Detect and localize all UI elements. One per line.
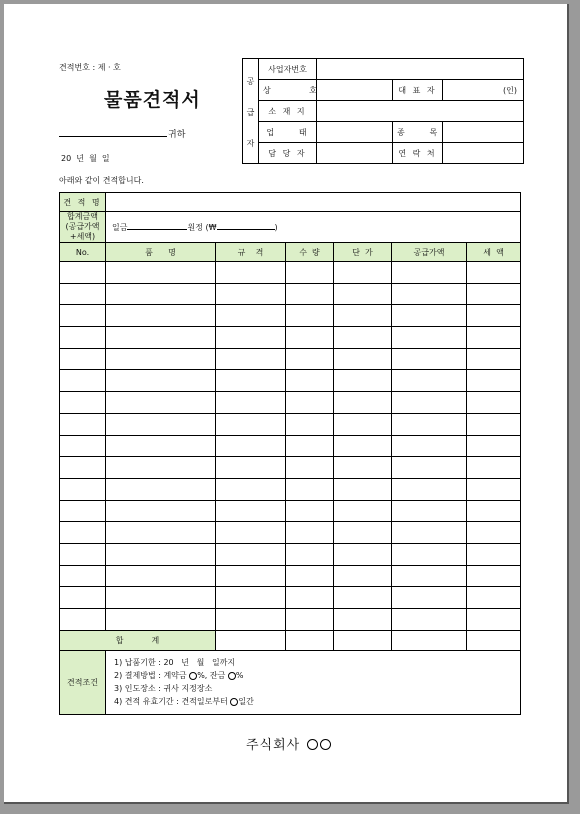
table-cell[interactable] [106,609,216,631]
contact-label: 연 락 처 [393,143,443,164]
table-cell[interactable] [60,327,106,349]
total-amount-field[interactable]: 일금 원정 (₩ ) [106,212,521,243]
table-cell[interactable] [392,392,467,414]
table-cell[interactable] [60,500,106,522]
table-cell[interactable] [392,457,467,479]
table-cell[interactable] [467,262,521,284]
table-cell[interactable] [467,609,521,631]
table-cell[interactable] [60,262,106,284]
business-type-field[interactable] [317,122,393,143]
table-cell[interactable] [467,348,521,370]
document-title: 물품견적서 [104,89,201,111]
table-cell[interactable] [392,305,467,327]
table-cell[interactable] [106,283,216,305]
table-cell[interactable] [334,327,392,349]
table-cell[interactable] [106,392,216,414]
condition-payment: 2) 결제방법 : 계약금 %, 잔금 % [114,671,244,681]
supplier-table [242,58,524,164]
blank-circle-icon [320,739,331,750]
table-cell[interactable] [106,348,216,370]
table-cell[interactable] [216,348,286,370]
conditions-body [106,650,521,714]
table-cell[interactable] [392,609,467,631]
table-cell[interactable] [216,327,286,349]
table-cell[interactable] [286,305,334,327]
total-amount-label: 합계금액 (공급가액+세액) [60,212,106,243]
table-cell[interactable] [467,522,521,544]
condition-delivery: 1) 납품기한 : 20 년 월 일까지 [114,658,236,668]
blank-circle-icon [228,672,236,680]
table-cell[interactable] [106,478,216,500]
table-cell[interactable] [286,435,334,457]
table-cell[interactable] [60,478,106,500]
table-cell[interactable] [60,609,106,631]
table-cell[interactable] [392,413,467,435]
table-cell[interactable] [60,305,106,327]
table-cell[interactable] [286,543,334,565]
table-cell[interactable] [106,565,216,587]
estimate-name-field[interactable] [106,193,521,212]
col-spec: 규 격 [216,243,286,262]
col-item: 품 명 [106,243,216,262]
table-cell[interactable] [106,543,216,565]
table-cell[interactable] [334,305,392,327]
table-cell[interactable] [392,587,467,609]
table-cell[interactable] [467,565,521,587]
table-cell[interactable] [286,348,334,370]
table-cell[interactable] [60,348,106,370]
date-line: 20 년 월 일 [61,154,110,163]
table-cell[interactable] [334,522,392,544]
table-cell[interactable] [467,543,521,565]
table-cell[interactable] [106,457,216,479]
table-cell[interactable] [467,305,521,327]
table-cell[interactable] [286,392,334,414]
manager-label: 담 당 자 [259,143,317,164]
table-row [60,327,521,349]
intro-text: 아래와 같이 견적합니다. [59,176,144,185]
recipient-suffix: 귀하 [168,130,186,140]
supplier-side-label: 공 급 자 [243,59,259,164]
table-cell[interactable] [467,392,521,414]
table-cell[interactable] [392,435,467,457]
table-row [60,543,521,565]
table-cell[interactable] [392,348,467,370]
document-page [4,4,569,804]
table-cell[interactable] [334,565,392,587]
table-cell[interactable] [467,587,521,609]
table-cell[interactable] [467,435,521,457]
table-cell[interactable] [286,370,334,392]
table-cell[interactable] [334,262,392,284]
table-cell[interactable] [286,283,334,305]
table-cell[interactable] [334,543,392,565]
table-cell[interactable] [392,262,467,284]
sum-cell[interactable] [286,630,334,650]
table-cell[interactable] [106,262,216,284]
table-cell[interactable] [286,262,334,284]
company-field[interactable] [317,80,393,101]
table-cell[interactable] [286,413,334,435]
col-qty: 수 량 [286,243,334,262]
table-row [60,392,521,414]
sum-cell[interactable] [334,630,392,650]
table-cell[interactable] [334,457,392,479]
table-cell[interactable] [392,522,467,544]
table-cell[interactable] [392,283,467,305]
table-cell[interactable] [60,565,106,587]
table-cell[interactable] [334,413,392,435]
table-cell[interactable] [216,478,286,500]
table-row [60,413,521,435]
table-row [60,435,521,457]
business-no-field[interactable] [317,59,524,80]
table-header-row [60,243,521,262]
table-cell[interactable] [106,587,216,609]
table-cell[interactable] [286,522,334,544]
table-cell[interactable] [286,478,334,500]
condition-place: 3) 인도장소 : 귀사 지정장소 [114,684,213,694]
contact-field[interactable] [443,143,524,164]
table-cell[interactable] [334,348,392,370]
table-cell[interactable] [286,327,334,349]
table-cell[interactable] [216,305,286,327]
table-row [60,262,521,284]
table-cell[interactable] [106,305,216,327]
recipient-line [59,136,167,137]
table-cell[interactable] [60,435,106,457]
table-cell[interactable] [392,565,467,587]
table-cell[interactable] [216,262,286,284]
table-cell[interactable] [216,543,286,565]
blank-circle-icon [307,739,318,750]
col-supply-value: 공급가액 [392,243,467,262]
table-cell[interactable] [334,587,392,609]
table-cell[interactable] [216,500,286,522]
table-cell[interactable] [106,522,216,544]
table-cell[interactable] [467,413,521,435]
table-cell[interactable] [334,609,392,631]
table-row [60,305,521,327]
conditions-row [60,650,521,714]
col-tax: 세 액 [467,243,521,262]
table-row [60,500,521,522]
footer-company: 주식회사 [246,734,331,753]
item-rows [60,262,521,631]
table-row [60,565,521,587]
table-cell[interactable] [216,457,286,479]
seal-mark: (인) [443,80,524,101]
business-no-label: 사업자번호 [259,59,317,80]
business-type-label: 업 태 [259,122,317,143]
table-cell[interactable] [334,500,392,522]
table-cell[interactable] [106,370,216,392]
table-cell[interactable] [392,500,467,522]
blank-circle-icon [189,672,197,680]
estimate-number: 견적번호 : 제 · 호 [59,63,121,72]
table-cell[interactable] [216,609,286,631]
table-cell[interactable] [392,370,467,392]
table-cell[interactable] [334,370,392,392]
table-cell[interactable] [467,500,521,522]
address-label: 소 재 지 [259,101,317,122]
table-cell[interactable] [392,478,467,500]
sum-cell[interactable] [392,630,467,650]
table-cell[interactable] [106,435,216,457]
table-cell[interactable] [216,413,286,435]
table-cell[interactable] [60,587,106,609]
estimate-table [59,192,521,715]
table-cell[interactable] [60,543,106,565]
table-cell[interactable] [334,283,392,305]
table-cell[interactable] [467,370,521,392]
table-cell[interactable] [216,370,286,392]
sum-cell[interactable] [216,630,286,650]
table-cell[interactable] [286,565,334,587]
table-cell[interactable] [286,457,334,479]
table-row [60,522,521,544]
condition-validity: 4) 견적 유효기간 : 견적일로부터 일간 [114,697,254,707]
table-cell[interactable] [467,478,521,500]
item-type-label: 종 목 [393,122,443,143]
table-cell[interactable] [467,457,521,479]
col-no: No. [60,243,106,262]
sum-label: 합 계 [60,630,216,650]
item-type-field[interactable] [443,122,524,143]
table-cell[interactable] [286,587,334,609]
manager-field[interactable] [317,143,393,164]
table-cell[interactable] [60,283,106,305]
table-cell[interactable] [334,478,392,500]
table-cell[interactable] [60,413,106,435]
table-cell[interactable] [216,435,286,457]
table-row [60,370,521,392]
ceo-label: 대 표 자 [393,80,443,101]
table-cell[interactable] [60,370,106,392]
table-cell[interactable] [392,327,467,349]
table-row [60,283,521,305]
table-cell[interactable] [216,283,286,305]
table-cell[interactable] [106,413,216,435]
table-row [60,457,521,479]
table-cell[interactable] [286,500,334,522]
table-cell[interactable] [467,327,521,349]
table-row [60,478,521,500]
table-cell[interactable] [60,457,106,479]
table-cell[interactable] [60,392,106,414]
table-cell[interactable] [106,500,216,522]
table-cell[interactable] [467,283,521,305]
table-cell[interactable] [216,565,286,587]
sum-row [60,630,521,650]
col-unit-price: 단 가 [334,243,392,262]
table-cell[interactable] [334,392,392,414]
table-cell[interactable] [286,609,334,631]
table-cell[interactable] [60,522,106,544]
sum-cell[interactable] [467,630,521,650]
estimate-name-label: 견 적 명 [60,193,106,212]
company-label: 상 호 [259,80,317,101]
table-cell[interactable] [392,543,467,565]
table-cell[interactable] [216,392,286,414]
table-cell[interactable] [216,522,286,544]
table-cell[interactable] [334,435,392,457]
table-row [60,587,521,609]
address-field[interactable] [317,101,524,122]
table-row [60,609,521,631]
table-cell[interactable] [106,327,216,349]
table-cell[interactable] [216,587,286,609]
conditions-label: 견적조건 [60,650,106,714]
table-row [60,348,521,370]
